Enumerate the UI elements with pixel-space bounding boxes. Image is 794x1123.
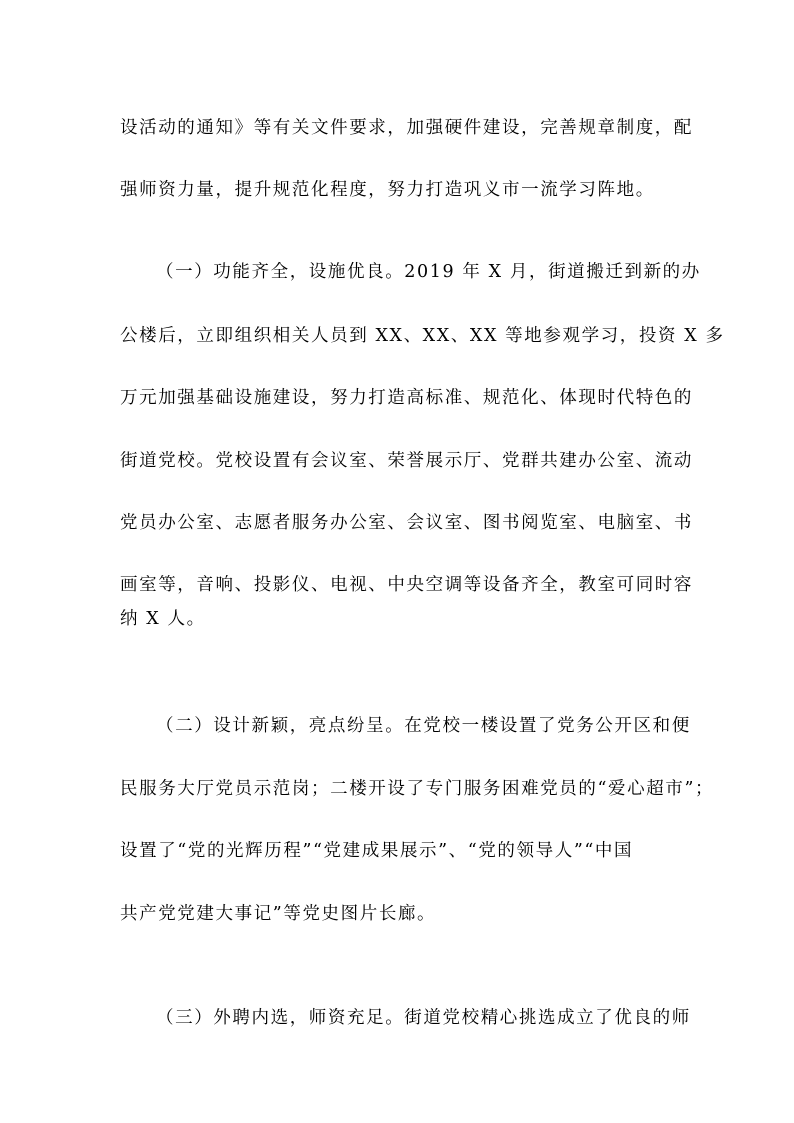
section-heading-line: （三）外聘内选，师资充足。街道党校精心挑选成立了优良的师 — [156, 1008, 691, 1028]
paragraph-line: 画室等，音响、投影仪、电视、中央空调等设备齐全，教室可同时容 — [120, 575, 693, 595]
paragraph-line: 党员办公室、志愿者服务办公室、会议室、图书阅览室、电脑室、书 — [120, 513, 693, 533]
paragraph-line: 公楼后，立即组织相关人员到 XX、XX、XX 等地参观学习，投资 X 多 — [120, 326, 725, 346]
paragraph-line: 设活动的通知》等有关文件要求，加强硬件建设，完善规章制度，配 — [120, 118, 693, 138]
paragraph-line: 共产党党建大事记”等党史图片长廊。 — [120, 904, 437, 924]
paragraph-line: 万元加强基础设施建设，努力打造高标准、规范化、体现时代特色的 — [120, 388, 693, 408]
paragraph-line: 强师资力量，提升规范化程度，努力打造巩义市一流学习阵地。 — [120, 180, 655, 200]
paragraph-line: 设置了“党的光辉历程”“党建成果展示”、“党的领导人”“中国 — [120, 841, 634, 861]
paragraph-line: 纳 X 人。 — [120, 609, 206, 629]
section-heading-line: （二）设计新颖，亮点纷呈。在党校一楼设置了党务公开区和便 — [156, 716, 691, 736]
paragraph-line: 民服务大厅党员示范岗；二楼开设了专门服务困难党员的“爱心超市”； — [120, 779, 715, 799]
paragraph-line: 街道党校。党校设置有会议室、荣誉展示厅、党群共建办公室、流动 — [120, 451, 693, 471]
section-heading-line: （一）功能齐全，设施优良。2019 年 X 月，街道搬迁到新的办 — [156, 262, 701, 282]
